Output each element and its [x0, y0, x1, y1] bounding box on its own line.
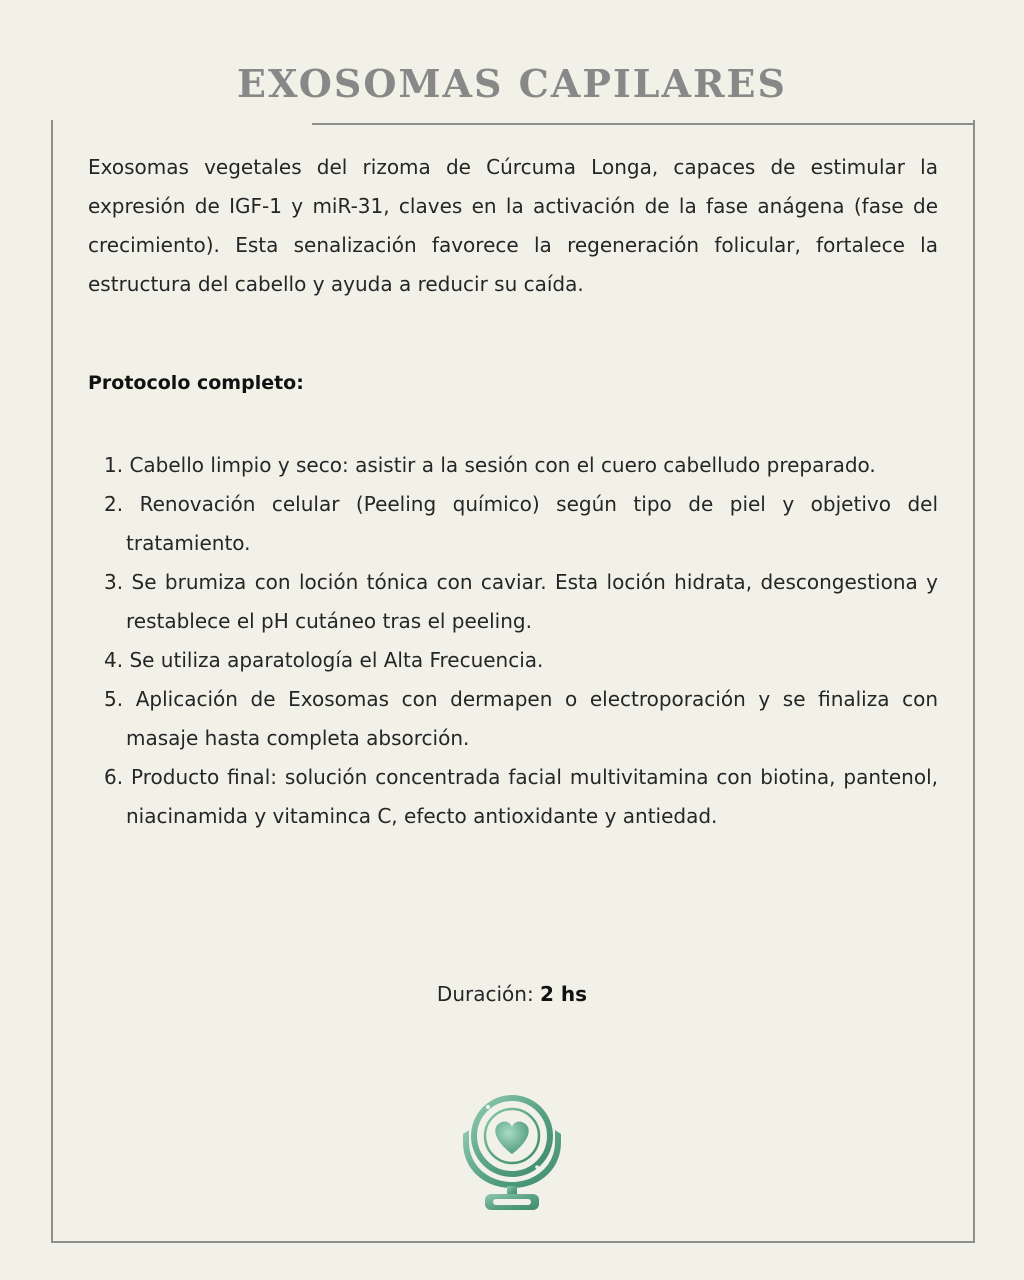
protocol-step: [104, 641, 938, 680]
frame-right-border: [973, 120, 975, 1243]
step-text: Producto final: solución concentrada facial multivitamina con biotina, pantenol, niacinamida y vitaminca C, efecto antioxidante y antiedad.: [126, 765, 939, 828]
step-text: Aplicación de Exosomas con dermapen o electroporación y se finaliza con masaje hasta completa absorción.: [126, 687, 939, 750]
protocol-heading: Protocolo completo:: [88, 372, 304, 394]
duration: [0, 982, 1024, 1006]
protocol-step: [104, 485, 938, 563]
step-number: 5.: [104, 687, 124, 711]
protocol-steps-list: [104, 446, 938, 836]
step-text: Cabello limpio y seco: asistir a la sesión con el cuero cabelludo preparado.: [129, 453, 876, 477]
step-number: 1.: [104, 453, 124, 477]
protocol-step: [104, 680, 938, 758]
duration-value: 2 hs: [540, 982, 588, 1006]
frame-left-border: [51, 120, 53, 1243]
frame-top-border: [312, 123, 975, 125]
mirror-heart-icon: [455, 1090, 570, 1215]
step-text: Renovación celular (Peeling químico) según tipo de piel y objetivo del tratamiento.: [126, 492, 939, 555]
protocol-step: [104, 563, 938, 641]
protocol-step: [104, 446, 938, 485]
intro-paragraph: Exosomas vegetales del rizoma de Cúrcuma Longa, capaces de estimular la expresión de IGF-1 y miR-31, claves en la activación de la fase anágena (fase de crecimiento). Esta senalización favorece la regeneración folicular, fortalece la estructura del cabello y ayuda a reducir su caída.: [88, 155, 938, 296]
step-text: Se utiliza aparatología el Alta Frecuencia.: [129, 648, 544, 672]
step-number: 4.: [104, 648, 124, 672]
step-number: 3.: [104, 570, 124, 594]
step-number: 6.: [104, 765, 124, 789]
step-text: Se brumiza con loción tónica con caviar. Esta loción hidrata, descongestiona y restablece el pH cutáneo tras el peeling.: [126, 570, 938, 633]
protocol-step: [104, 758, 938, 836]
frame-bottom-border: [51, 1241, 975, 1243]
step-number: 2.: [104, 492, 124, 516]
page-title: EXOSOMAS CAPILARES: [237, 61, 787, 107]
duration-label: Duración:: [436, 982, 534, 1006]
